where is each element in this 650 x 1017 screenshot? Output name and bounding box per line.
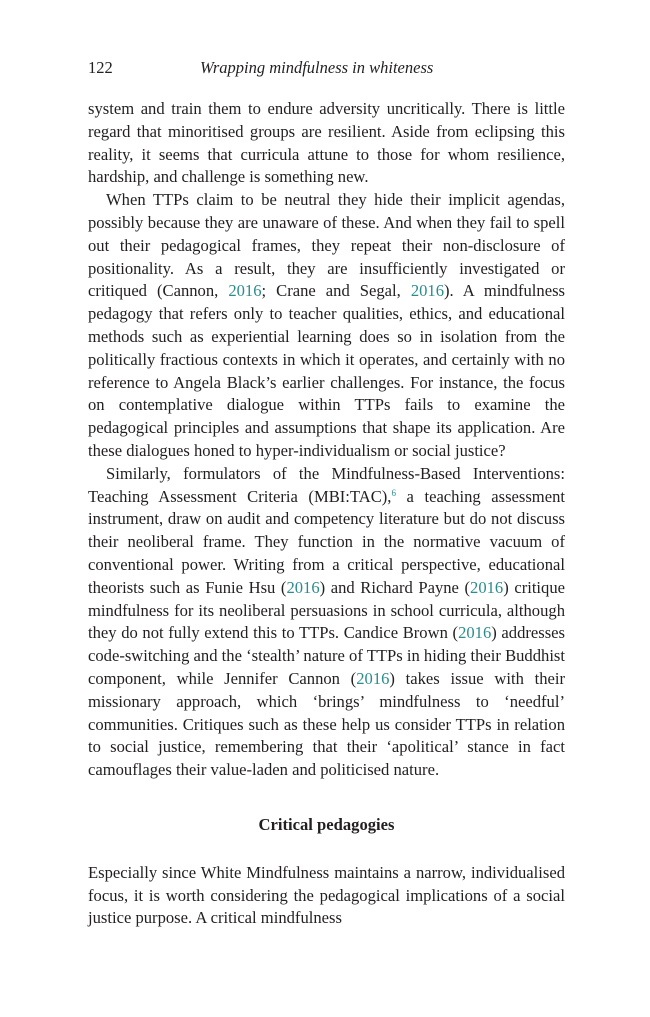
footnote-marker[interactable]: 6 <box>391 487 396 498</box>
citation-link-hsu-2016[interactable]: 2016 <box>286 577 320 597</box>
paragraph-mbi-tac <box>88 463 565 782</box>
paragraph-text: Similarly, formulators of the Mindfulness-Based Interventions: Teaching Assessment Criteria (MBI:TAC), <box>88 463 565 506</box>
citation-link-cannon-2016[interactable]: 2016 <box>356 668 390 688</box>
running-title: Wrapping mindfulness in whiteness <box>200 58 434 77</box>
paragraph-text: ) takes issue with their missionary approach, which ‘brings’ mindfulness to ‘needful’ communities. Critiques such as these help us consider TTPs in relation to social justice, remembering that their ‘apolitical’ stance in fact camouflages their value-laden and politicised nature. <box>88 668 565 780</box>
body-text <box>88 98 565 930</box>
paragraph-text: Especially since White Mindfulness maintains a narrow, individualised focus, it is worth considering the pedagogical implications of a social justice purpose. A critical mindfulness <box>88 862 565 928</box>
paragraph-text: ). A mindfulness pedagogy that refers only to teacher qualities, ethics, and educational methods such as experiential learning does so in isolation from the politically fractious contexts in which it operates, and certainly with no reference to Angela Black’s earlier challenges. For instance, the focus on contemplative dialogue within TTPs fails to examine the pedagogical principles and assumptions that shape its application. Are these dialogues honed to hyper-individualism or social justice? <box>88 281 565 460</box>
paragraph-text: ; Crane and Segal, <box>261 281 411 301</box>
citation-link-brown-2016[interactable]: 2016 <box>458 623 492 643</box>
paragraph-text: a teaching assessment instrument, draw on audit and competency literature but do not discuss their neoliberal frame. They function in the normative vacuum of conventional power. Writing from a critical perspective, educational theorists such as Funie Hsu ( <box>88 486 565 597</box>
citation-link-crane-segal-2016[interactable]: 2016 <box>410 281 444 301</box>
citation-link-cannon-2016[interactable]: 2016 <box>228 281 262 301</box>
running-head <box>88 56 565 80</box>
paragraph-text: When TTPs claim to be neutral they hide their implicit agendas, possibly because they are unaware of these. And when they fail to spell out their pedagogical frames, they repeat their non-disclosure of positionality. As a result, they are insufficiently investigated or critiqued (Cannon, <box>88 190 565 301</box>
paragraph-critical-pedagogies <box>88 862 565 930</box>
page-number: 122 <box>88 58 113 77</box>
paragraph-text: system and train them to endure adversity uncritically. There is little regard that minoritised groups are resilient. Aside from eclipsing this reality, it seems that curricula attune to those for whom resilience, hardship, and challenge is something new. <box>88 99 565 187</box>
paragraph-text: ) and Richard Payne ( <box>319 577 471 597</box>
paragraph-text: ) critique mindfulness for its neoliberal persuasions in school curricula, although they do not fully extend this to TTPs. Candice Brown ( <box>88 577 566 643</box>
section-heading: Critical pedagogies <box>258 814 395 834</box>
citation-link-payne-2016[interactable]: 2016 <box>470 577 504 597</box>
paragraph-continued <box>88 98 565 189</box>
paragraph-neutrality <box>88 189 565 463</box>
book-page <box>88 56 565 930</box>
paragraph-text: ) addresses code-switching and the ‘stealth’ nature of TTPs in hiding their Buddhist component, while Jennifer Cannon ( <box>88 623 565 688</box>
